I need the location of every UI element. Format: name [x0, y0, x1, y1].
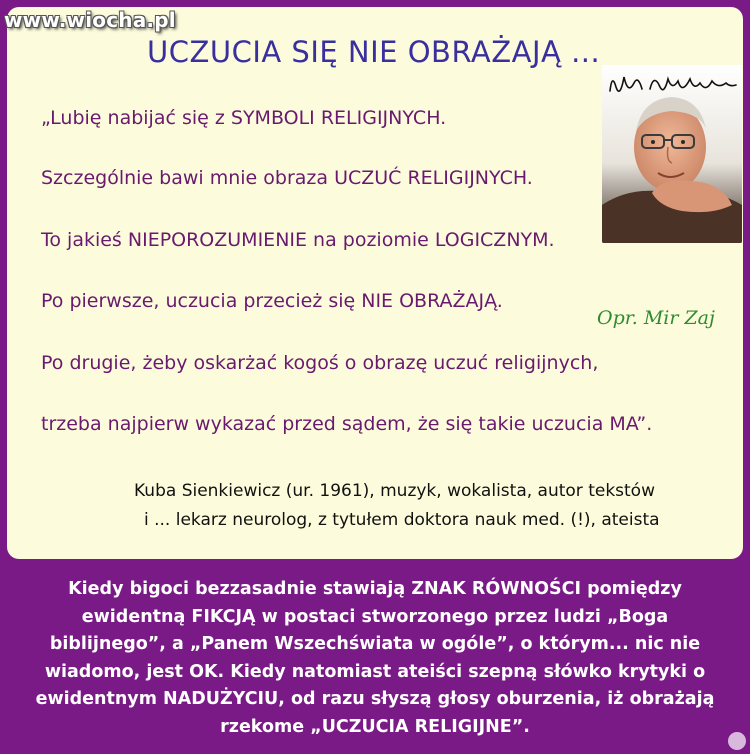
- author-portrait: [602, 65, 742, 243]
- quote-line-6: trzeba najpierw wykazać przed sądem, że się takie uczucia MA”.: [41, 413, 653, 435]
- quote-line-5: Po drugie, żeby oskarżać kogoś o obrazę uczuć religijnych,: [41, 352, 599, 374]
- commentary-line-4: wiadomo, jest OK. Kiedy natomiast ateiści szepną słówko krytyki o: [44, 661, 706, 682]
- site-watermark: www.wiocha.pl: [4, 8, 176, 32]
- commentary-line-2: ewidentną FIKCJĄ w postaci stworzonego przez ludzi „Boga: [81, 606, 669, 627]
- author-line-2: i ... lekarz neurolog, z tytułem doktora nauk med. (!), ateista: [144, 510, 660, 530]
- commentary-line-3: biblijnego”, a „Panem Wszechświata w ogóle”, o którym... nic nie: [49, 634, 701, 654]
- signature-image: [602, 65, 742, 105]
- commentary-line-6: rzekome „UCZUCIA RELIGIJNE”.: [220, 716, 530, 737]
- quote-line-1: „Lubię nabijać się z SYMBOLI RELIGIJNYCH.: [41, 107, 447, 129]
- quote-line-2: Szczególnie bawi mnie obraza UCZUĆ RELIGIJNYCH.: [41, 167, 533, 189]
- commentary-line-5: ewidentnym NADUŻYCIU, od razu słyszą głosy oburzenia, iż obrażają: [35, 689, 715, 709]
- credit-text: Opr. Mir Zaj: [597, 307, 715, 329]
- quote-line-4: Po pierwsze, uczucia przecież się NIE OBRAŻAJĄ.: [41, 290, 503, 312]
- corner-logo-icon: [728, 732, 746, 750]
- page-title: UCZUCIA SIĘ NIE OBRAŻAJĄ ...: [147, 35, 601, 69]
- commentary-block: [10, 576, 740, 741]
- author-line-1: Kuba Sienkiewicz (ur. 1961), muzyk, wokalista, autor tekstów: [134, 481, 655, 501]
- commentary-line-1: Kiedy bigoci bezzasadnie stawiają ZNAK RÓWNOŚCI pomiędzy: [68, 579, 682, 599]
- quote-line-3: To jakieś NIEPOROZUMIENIE na poziomie LOGICZNYM.: [41, 229, 555, 251]
